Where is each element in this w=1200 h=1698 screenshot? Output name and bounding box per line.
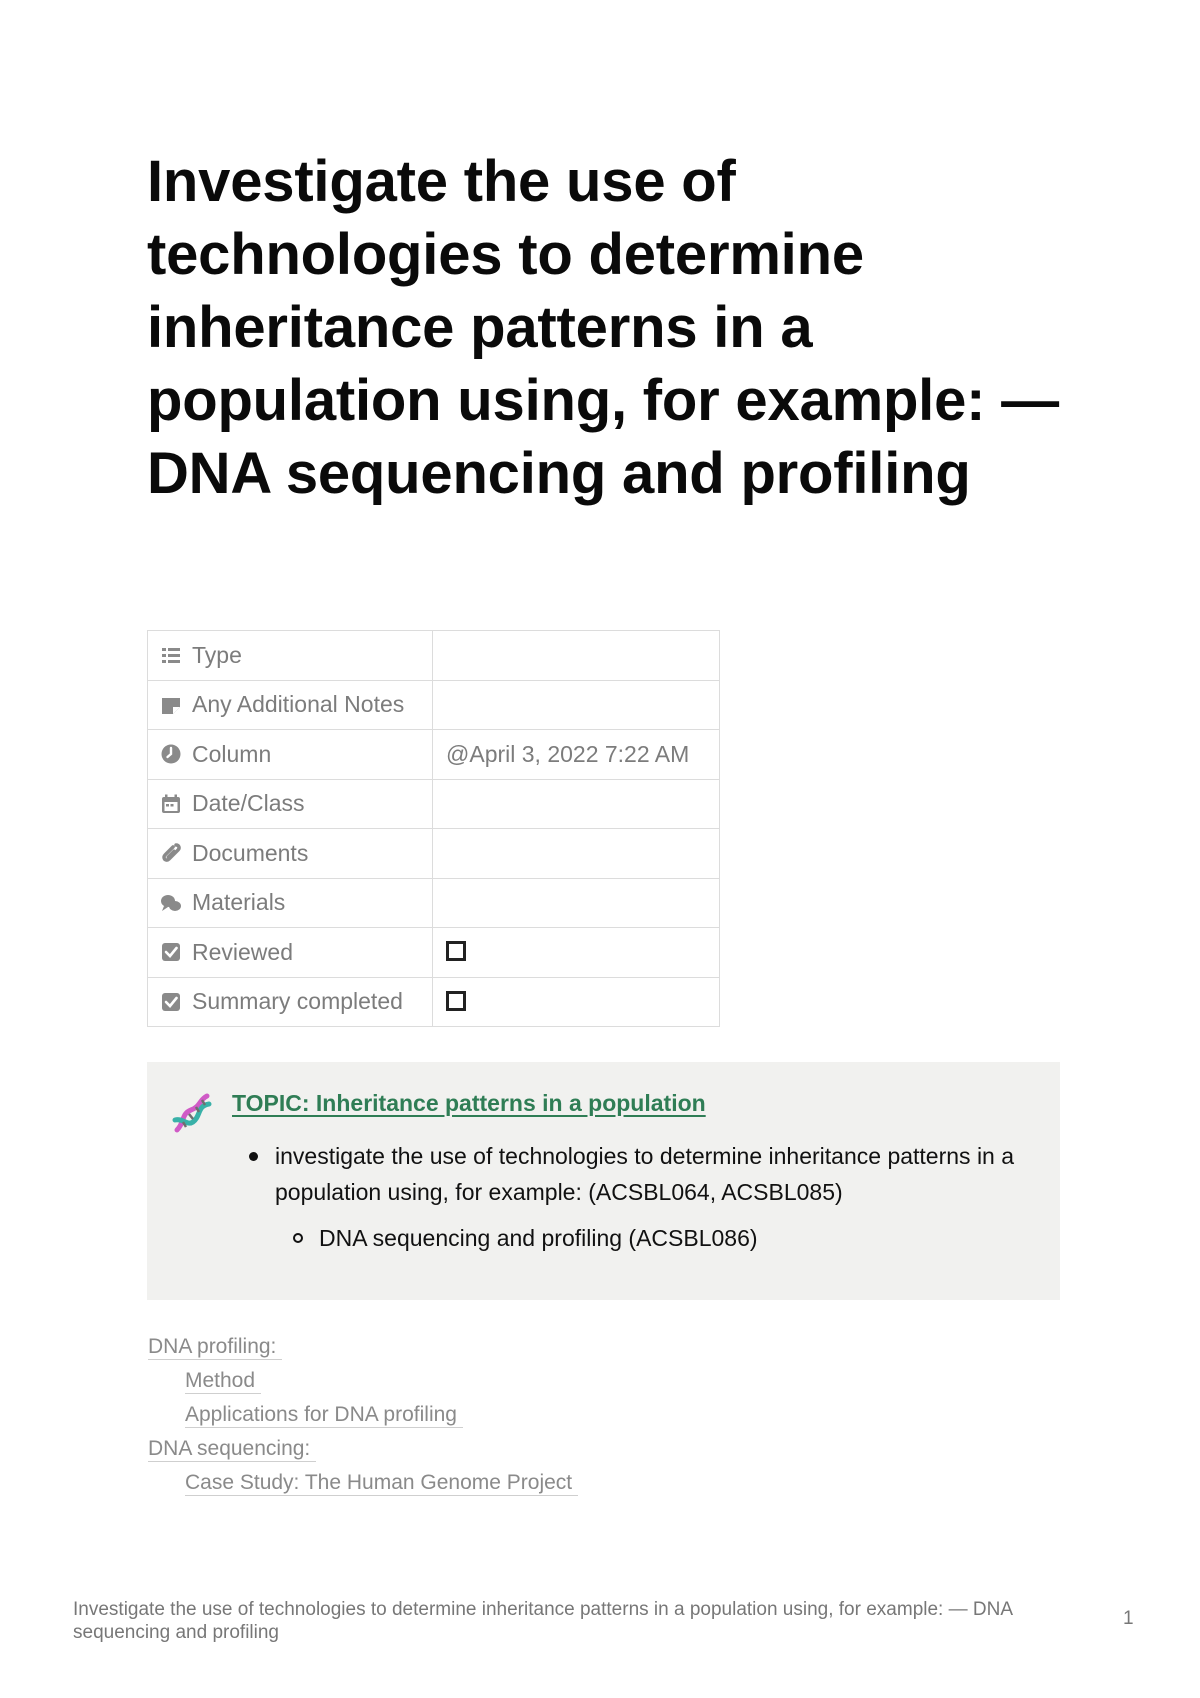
property-row-documents xyxy=(148,829,720,879)
property-row-column xyxy=(148,730,720,780)
sub-bullet-text: DNA sequencing and profiling (ACSBL086) xyxy=(319,1225,758,1251)
list-icon xyxy=(160,644,182,666)
property-label: Documents xyxy=(192,839,309,866)
reviewed-checkbox[interactable] xyxy=(446,941,466,961)
topic-callout xyxy=(147,1062,1060,1300)
table-of-contents xyxy=(148,1332,578,1502)
page-number: 1 xyxy=(1123,1608,1134,1629)
property-value[interactable] xyxy=(433,878,720,928)
checkbox-icon xyxy=(160,991,182,1013)
property-value[interactable] xyxy=(433,631,720,681)
property-label: Materials xyxy=(192,889,286,916)
toc-link-dna-sequencing[interactable]: DNA sequencing: xyxy=(148,1434,578,1468)
list-item xyxy=(275,1138,1035,1256)
bullet-text: investigate the use of technologies to determine inheritance patterns in a population using, for example: (ACSBL064, ACSBL085) xyxy=(275,1143,1015,1205)
toc-link-applications[interactable]: Applications for DNA profiling xyxy=(148,1400,578,1434)
toc-link-case-study[interactable]: Case Study: The Human Genome Project xyxy=(148,1468,578,1502)
sub-bullet-icon xyxy=(293,1233,303,1243)
property-value[interactable] xyxy=(433,829,720,879)
properties-table xyxy=(147,630,720,1027)
bullet-icon xyxy=(249,1152,258,1161)
property-label: Date/Class xyxy=(192,790,305,817)
property-row-reviewed xyxy=(148,928,720,978)
callout-title-link[interactable]: TOPIC: Inheritance patterns in a population xyxy=(232,1090,706,1116)
dna-icon xyxy=(171,1092,213,1134)
property-row-date-class xyxy=(148,779,720,829)
property-row-materials xyxy=(148,878,720,928)
property-row-notes xyxy=(148,680,720,730)
property-label: Reviewed xyxy=(192,938,293,965)
page-title: Investigate the use of technologies to determine inheritance patterns in a population using, for example: — DNA sequencing and profiling xyxy=(147,149,1059,506)
property-value[interactable] xyxy=(433,779,720,829)
checkbox-icon xyxy=(160,941,182,963)
bubbles-icon xyxy=(160,892,182,914)
property-label: Any Additional Notes xyxy=(192,691,405,718)
toc-link-dna-profiling[interactable]: DNA profiling: xyxy=(148,1332,578,1366)
property-label: Summary completed xyxy=(192,988,403,1015)
property-value[interactable] xyxy=(433,680,720,730)
clock-icon xyxy=(160,743,182,765)
calendar-icon xyxy=(160,793,182,815)
property-row-summary-completed xyxy=(148,977,720,1027)
paperclip-icon xyxy=(160,842,182,864)
summary-completed-checkbox[interactable] xyxy=(446,991,466,1011)
property-value[interactable]: @April 3, 2022 7:22 AM xyxy=(433,730,720,780)
callout-bullet-list xyxy=(275,1138,1035,1256)
note-icon xyxy=(160,694,182,716)
property-label: Column xyxy=(192,740,272,767)
property-row-type xyxy=(148,631,720,681)
list-item xyxy=(319,1220,1035,1256)
property-label: Type xyxy=(192,641,242,668)
sub-bullet-list xyxy=(319,1220,1035,1256)
toc-link-method[interactable]: Method xyxy=(148,1366,578,1400)
page-footer: Investigate the use of technologies to determine inheritance patterns in a population using, for example: — DNA sequencing and profiling xyxy=(73,1599,1012,1643)
